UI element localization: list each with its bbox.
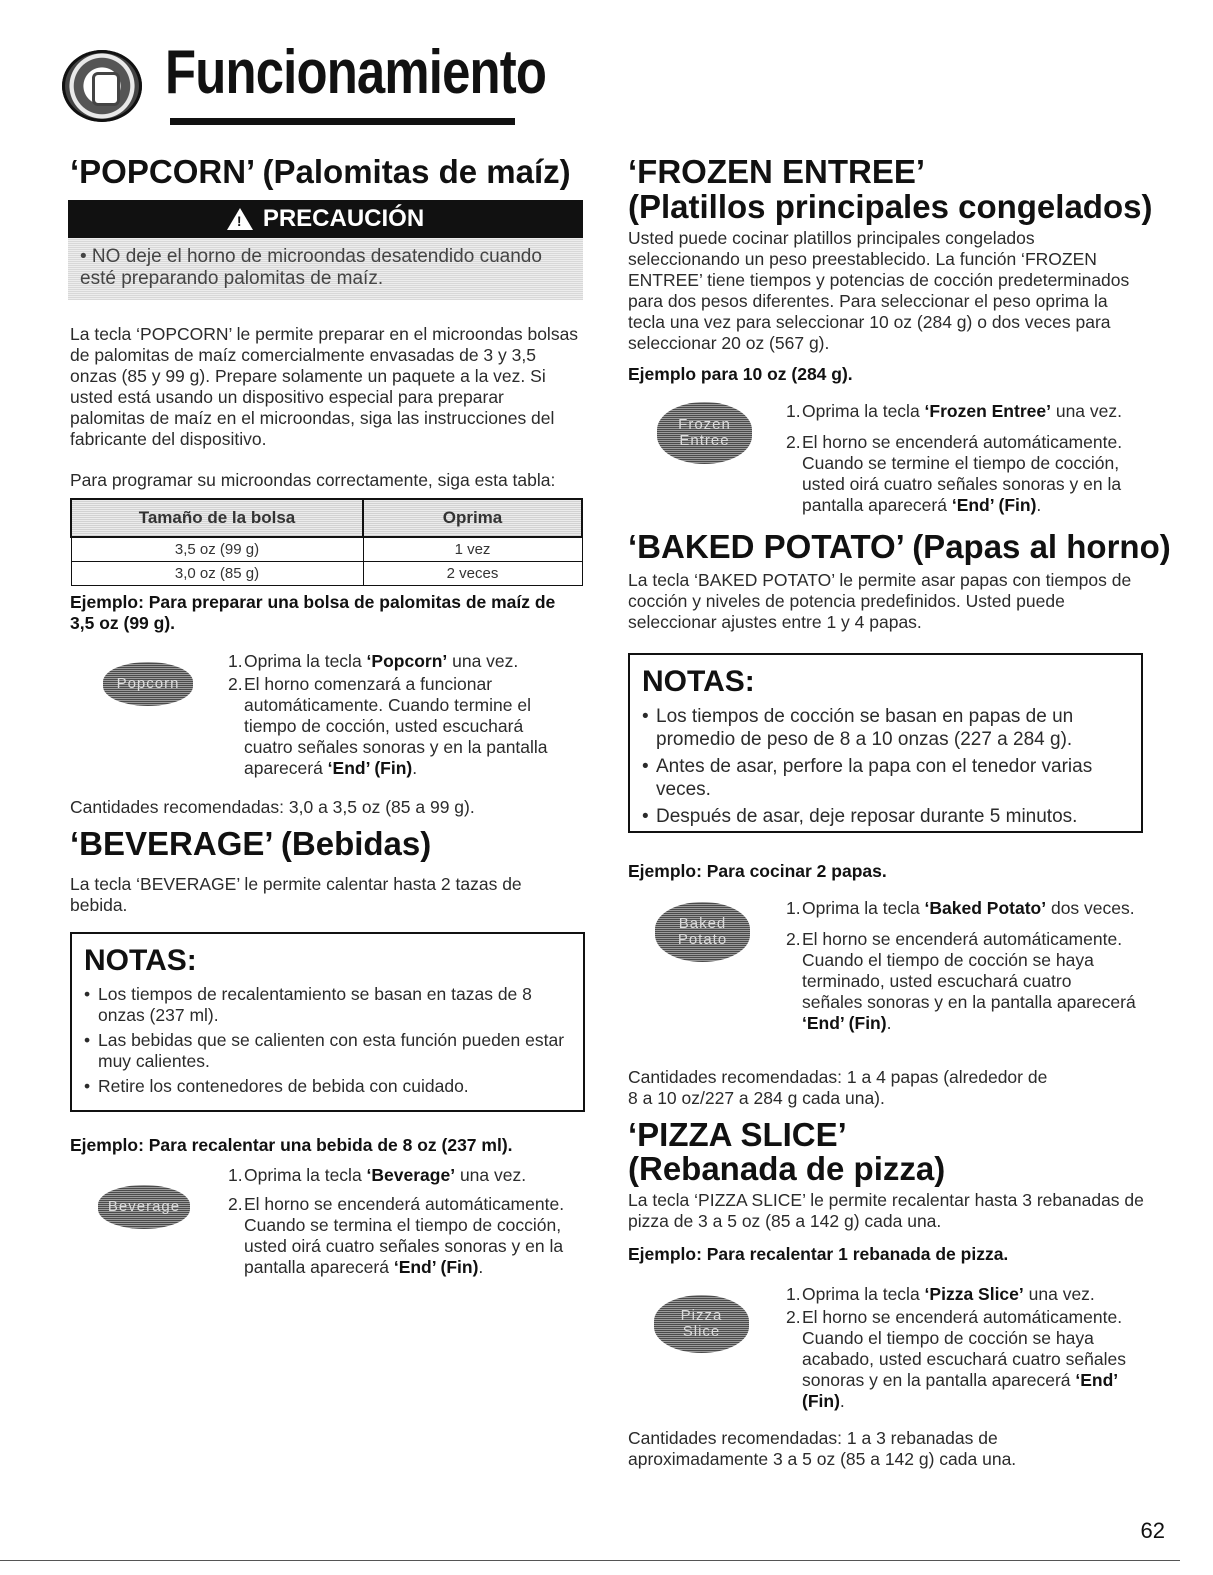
popcorn-size-table <box>70 498 583 586</box>
key-label: Pizza <box>680 1307 723 1324</box>
note-item: • Después de asar, deje reposar durante 5 minutos. <box>642 805 1129 828</box>
key-label: Baked <box>678 915 727 932</box>
beverage-steps <box>228 1165 578 1280</box>
warning-text: • NO deje el horno de microondas desatendido cuando esté preparando palomitas de maíz. <box>68 238 583 300</box>
microwave-dial-icon <box>62 50 142 122</box>
list-item: 2. El horno se encenderá automáticamente. Cuando se termina el tiempo de cocción, usted oirá cuatro señales sonoras y en la pantalla aparecerá ‘End’ (Fin). <box>228 1194 565 1277</box>
beverage-notes-box <box>70 932 585 1112</box>
key-label: Beverage <box>107 1198 181 1215</box>
list-item: 1. Oprima la tecla ‘Baked Potato’ dos veces. <box>786 898 1135 918</box>
popcorn-program-text: Para programar su microondas correctamente, siga esta tabla: <box>70 470 556 490</box>
warning-icon: ! <box>227 208 253 230</box>
note-item: • Retire los contenedores de bebida con cuidado. <box>84 1076 571 1097</box>
frozen-steps <box>786 401 1136 518</box>
table-cell: 1 vez <box>363 537 582 562</box>
popcorn-steps <box>228 651 573 781</box>
pizza-example: Ejemplo: Para recalentar 1 rebanada de pizza. <box>628 1244 1009 1264</box>
table-header: Oprima <box>363 499 582 537</box>
frozen-entree-key-icon <box>657 402 752 464</box>
warning-title: PRECAUCIÓN <box>262 205 425 232</box>
list-item: 1. Oprima la tecla ‘Frozen Entree’ una vez. <box>786 401 1122 421</box>
pizza-intro: La tecla ‘PIZZA SLICE’ le permite recalentar hasta 3 rebanadas de pizza de 3 a 5 oz (85 a 142 g) cada una. <box>628 1190 1144 1231</box>
frozen-intro: Usted puede cocinar platillos principales congelados seleccionando un peso preestablecido. La función ‘FROZEN ENTREE’ tiene tiempos y potencias de cocción predeterminados para dos pesos diferentes. Para seleccionar el peso oprima la tecla una vez para seleccionar 10 oz (284 g) o dos veces para seleccionar 20 oz (567 g). <box>628 228 1130 353</box>
note-item: • Los tiempos de recalentamiento se basan en tazas de 8 onzas (237 ml). <box>84 984 571 1026</box>
list-item: 1. Oprima la tecla ‘Popcorn’ una vez. <box>228 651 519 671</box>
pizza-heading-line1: ‘PIZZA SLICE’ <box>628 1116 847 1153</box>
beverage-example: Ejemplo: Para recalentar una bebida de 8 oz (237 ml). <box>70 1135 513 1155</box>
list-item: 2. El horno comenzará a funcionar automáticamente. Cuando termine el tiempo de cocción, usted escuchará cuatro señales sonoras y en la pantalla aparecerá ‘End’ (Fin). <box>228 674 548 778</box>
key-label: Popcorn <box>116 675 180 692</box>
potato-intro: La tecla ‘BAKED POTATO’ le permite asar papas con tiempos de cocción y niveles de potencia predefinidos. Usted puede seleccionar ajustes entre 1 y 4 papas. <box>628 570 1132 632</box>
list-item: 1. Oprima la tecla ‘Pizza Slice’ una vez. <box>786 1284 1095 1304</box>
potato-example: Ejemplo: Para cocinar 2 papas. <box>628 861 887 881</box>
potato-notes-box <box>628 653 1143 833</box>
list-item: 1. Oprima la tecla ‘Beverage’ una vez. <box>228 1165 527 1185</box>
warning-banner <box>68 200 583 238</box>
table-cell: 2 veces <box>363 562 582 586</box>
table-header: Tamaño de la bolsa <box>71 499 363 537</box>
pizza-heading-line2: (Rebanada de pizza) <box>628 1150 946 1187</box>
baked-potato-key-icon <box>655 902 750 962</box>
bottom-rule <box>0 1560 1180 1561</box>
beverage-intro: La tecla ‘BEVERAGE’ le permite calentar hasta 2 tazas de bebida. <box>70 874 522 915</box>
key-label: Potato <box>677 931 728 948</box>
popcorn-example: Ejemplo: Para preparar una bolsa de palomitas de maíz de 3,5 oz (99 g). <box>70 592 556 633</box>
beverage-heading: ‘BEVERAGE’ (Bebidas) <box>70 825 432 862</box>
popcorn-heading: ‘POPCORN’ (Palomitas de maíz) <box>70 153 571 190</box>
table-cell: 3,5 oz (99 g) <box>71 537 363 562</box>
popcorn-recommended: Cantidades recomendadas: 3,0 a 3,5 oz (85 a 99 g). <box>70 797 475 817</box>
title-rule <box>170 118 515 125</box>
pizza-steps <box>786 1284 1136 1414</box>
table-row <box>71 562 582 586</box>
potato-steps <box>786 898 1136 1036</box>
key-label: Slice <box>682 1323 721 1340</box>
list-item: 2. El horno se encenderá automáticamente. Cuando se termine el tiempo de cocción, usted oirá cuatro señales sonoras y en la pantalla aparecerá ‘End’ (Fin). <box>786 432 1123 515</box>
note-item: • Los tiempos de cocción se basan en papas de un promedio de peso de 8 a 10 onzas (227 a 284 g). <box>642 705 1129 751</box>
frozen-heading-line1: ‘FROZEN ENTREE’ <box>628 153 926 190</box>
list-item: 2. El horno se encenderá automáticamente. Cuando el tiempo de cocción se haya acabado, usted escuchará cuatro señales sonoras y en la pantalla aparecerá ‘End’ (Fin). <box>786 1307 1126 1411</box>
pizza-slice-key-icon <box>654 1295 749 1353</box>
popcorn-intro: La tecla ‘POPCORN’ le permite preparar en el microondas bolsas de palomitas de maíz comercialmente envasadas de 3 y 3,5 onzas (85 y 99 g). Prepare solamente un paquete a la vez. Si usted está usando un dispositivo especial para preparar palomitas de maíz en el microondas, siga las instrucciones del fabricante del dispositivo. <box>70 324 579 449</box>
pizza-recommended: Cantidades recomendadas: 1 a 3 rebanadas de aproximadamente 3 a 5 oz (85 a 142 g) cada una. <box>628 1428 1017 1469</box>
list-item: 2. El horno se encenderá automáticamente. Cuando el tiempo de cocción se haya terminado, usted escuchará cuatro señales sonoras y en la pantalla aparecerá ‘End’ (Fin). <box>786 929 1136 1033</box>
notes-title: NOTAS: <box>642 665 755 698</box>
page-number: 62 <box>1140 1518 1165 1543</box>
note-item: • Las bebidas que se calienten con esta función pueden estar muy calientes. <box>84 1030 571 1072</box>
notes-title: NOTAS: <box>84 944 197 977</box>
note-item: • Antes de asar, perfore la papa con el tenedor varias veces. <box>642 755 1129 801</box>
table-cell: 3,0 oz (85 g) <box>71 562 363 586</box>
potato-recommended: Cantidades recomendadas: 1 a 4 papas (alrededor de 8 a 10 oz/227 a 284 g cada una). <box>628 1067 1048 1108</box>
page-title: Funcionamiento <box>165 38 547 107</box>
key-label: Frozen <box>678 416 731 433</box>
beverage-key-icon <box>98 1185 190 1229</box>
table-row <box>71 537 582 562</box>
frozen-example: Ejemplo para 10 oz (284 g). <box>628 364 853 384</box>
frozen-heading-line2: (Platillos principales congelados) <box>628 188 1153 225</box>
potato-heading: ‘BAKED POTATO’ (Papas al horno) <box>628 528 1171 565</box>
popcorn-key-icon <box>103 662 193 706</box>
key-label: Entree <box>679 432 730 449</box>
